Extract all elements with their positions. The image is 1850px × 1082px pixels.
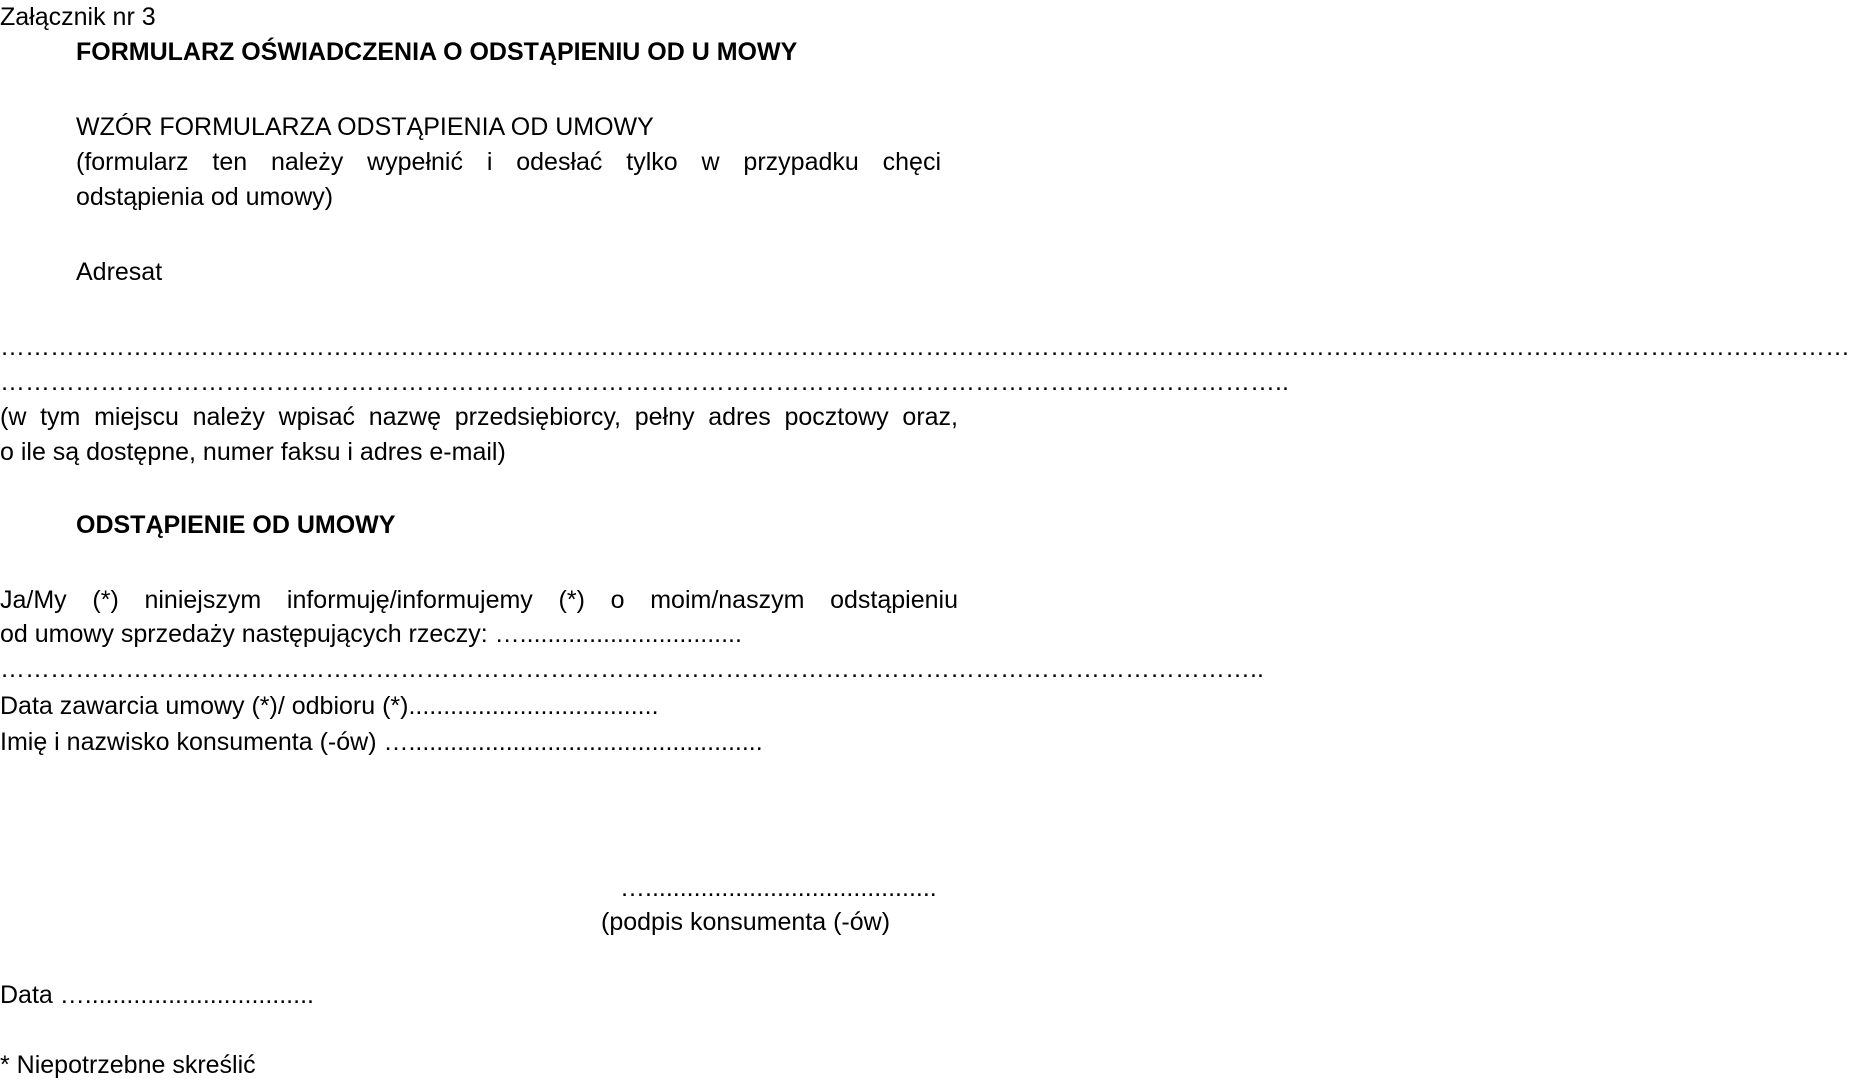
footnote: * Niepotrzebne skreślić xyxy=(0,1051,256,1079)
instruction-line-2: odstąpienia od umowy) xyxy=(76,183,334,211)
statement-line-2-text: od umowy sprzedaży następujących rzeczy: xyxy=(0,620,495,648)
statement-fill-line-3: …………………………………………………………………………………………………………………………………….. xyxy=(0,655,1264,683)
statement-line-2 xyxy=(0,622,742,647)
addressee-note-line-1: (w tym miejscu należy wpisać nazwę przedsiębiorcy, pełny adres pocztowy oraz, xyxy=(0,403,958,431)
withdrawal-heading: ODSTĄPIENIE OD UMOWY xyxy=(76,511,396,539)
addressee-note-line-2: o ile są dostępne, numer faksu i adres e-mail) xyxy=(0,438,506,466)
addressee-fill-line-1: …………………………………………………………………………………………………………………………………………………………………………………………………… xyxy=(0,333,1850,361)
instruction-line-1: (formularz ten należy wypełnić i odesłać tylko w przypadku chęci xyxy=(76,148,941,176)
attachment-label: Załącznik nr 3 xyxy=(0,3,156,31)
statement-line-1: Ja/My (*) niniejszym informuję/informujemy (*) o moim/naszym odstąpieniu xyxy=(0,586,958,614)
signature-label: (podpis konsumenta (-ów) xyxy=(601,908,891,936)
statement-line-2-fill: …................................ xyxy=(494,620,742,648)
main-title: FORMULARZ OŚWIADCZENIA O ODSTĄPIENIU OD U MOWY xyxy=(76,38,798,66)
date-line: Data …................................. xyxy=(0,981,314,1009)
addressee-fill-line-2: ……………………………………………………………………………………………………………………………………….. xyxy=(0,368,1289,396)
contract-date-line: Data zawarcia umowy (*)/ odbioru (*).................................... xyxy=(0,692,659,720)
template-heading: WZÓR FORMULARZA ODSTĄPIENIA OD UMOWY xyxy=(76,113,654,141)
addressee-label: Adresat xyxy=(76,258,163,286)
signature-fill-line: ….......................................... xyxy=(620,874,937,902)
consumer-name-line: Imię i nazwisko konsumenta (-ów) …................................................... xyxy=(0,728,763,756)
